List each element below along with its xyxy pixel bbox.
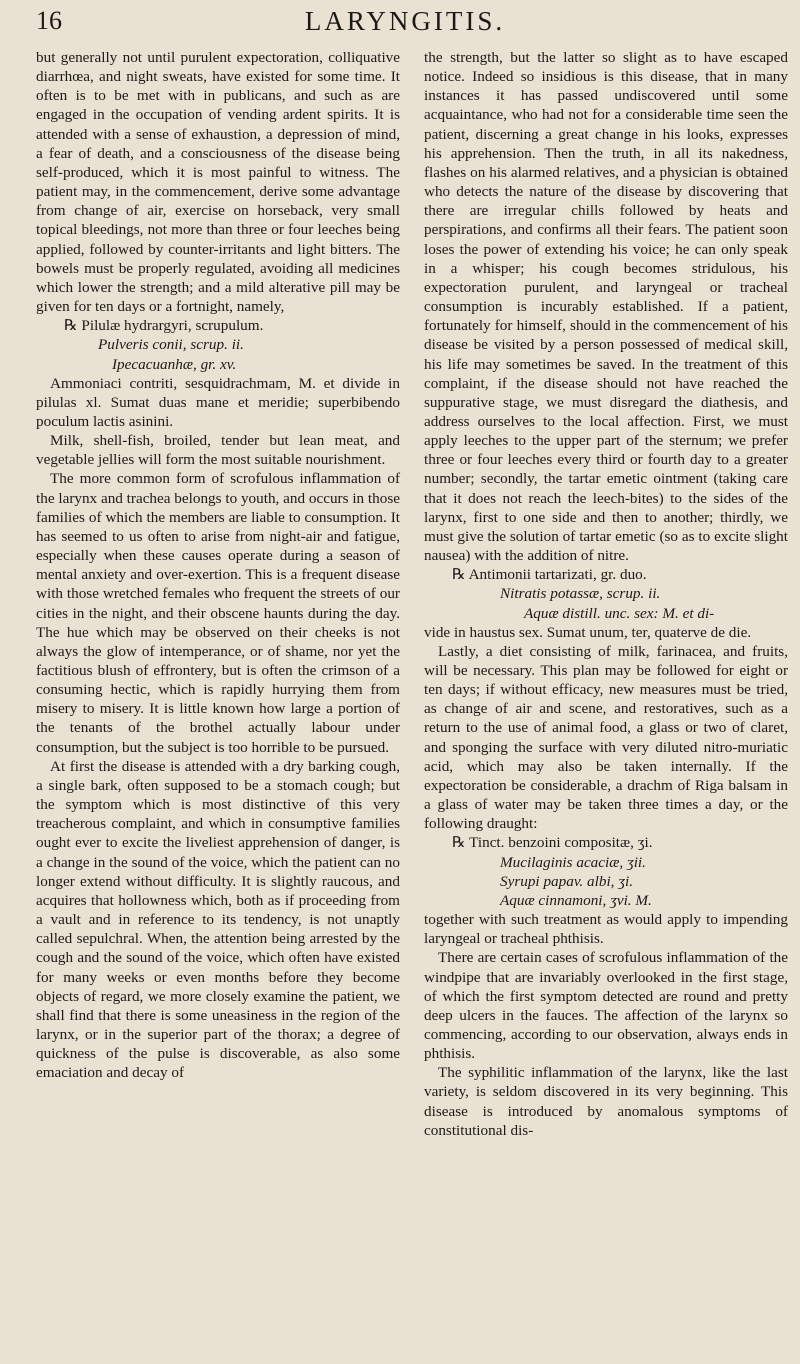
paragraph: The more common form of scrofulous inflammation of the larynx and trachea belongs to youth, and occurs in those families of which the members are liable to consumption. It has seemed to us often to arise from night-air and fatigue, especially when these causes operate during a season of mental anxiety and over-exertion. This is a frequent disease with those wretched females who frequent the streets of our cities in the night, and their obscene haunts during the day. The hue which may be observed on their cheeks is not always the glow of intemperance, or of shame, nor yet the factitious blush of effrontery, but is often the crimson of a consuming hectic, which is rapidly hurrying them from misery to misery. It is little known how large a portion of the tenants of the brothel actually labour under consumption, but the subject is too horrible to be pursued. — [36, 470, 400, 756]
right-column — [424, 48, 788, 1140]
paragraph: The syphilitic inflammation of the larynx, like the last variety, is seldom discovered in its very beginning. This disease is introduced by anomalous symptoms of constitutional dis- — [424, 1064, 788, 1139]
prescription-line: ℞ Pilulæ hydrargyri, scrupulum. — [64, 317, 264, 335]
paragraph: the strength, but the latter so slight as to have escaped notice. Indeed so insidious is this disease, that in many instances it has passed undiscovered until some acquaintance, who had not for a considerable time seen the patient, discerning a great change in his looks, expresses his apprehension. Then the truth, in all its nakedness, flashes on his alarmed relatives, and a physician is obtained who detects the nature of the disease by discovering that there are irregular chills followed by heats and perspirations, and confirms all their fears. The patient soon loses the power of extending his voice; he can only speak in a whisper; his cough becomes stridulous, his expectoration purulent, and laryngeal or tracheal consumption is incurably established. If a patient, fortunately for himself, should in the commencement of his disease be visited by a person possessed of medical skill, his life may sometimes be saved. In the treatment of this complaint, if the disease should not have reached the suppurative stage, we must disregard the diathesis, and address ourselves to the local affection. First, we must apply leeches to the upper part of the sternum; we prefer three or four leeches every third or fourth day to a greater number; secondly, the tartar emetic ointment (taking care that it does not reach the leech-bites) to the sides of the larynx, first to one side and then to another; thirdly, we must give the solution of tartar emetic (so as to excite slight nausea) with the addition of nitre. — [424, 49, 788, 565]
page-number: 16 — [36, 6, 62, 35]
prescription-line: Aquæ cinnamoni, ʒvi. M. — [500, 891, 652, 909]
paragraph: but generally not until purulent expectoration, colliquative diarrhœa, and night sweats, have existed for some time. It often is to be met with in publicans, and such as are engaged in the occupation of vending ardent spirits. It is attended with a sense of exhaustion, a depression of mind, a fear of death, and a consciousness of the disease being self-produced, which it is most painful to witness. The patient may, in the commencement, derive some advantage from change of air, exercise on horseback, very small topical bleedings, not more than three or four leeches being applied, followed by counter-irritants and light bitters. The bowels must be properly regulated, avoiding all medicines which lower the strength; and a mild alterative pill may be given for ten days or a fortnight, namely, — [36, 49, 400, 316]
prescription-line: Nitratis potassæ, scrup. ii. — [500, 585, 661, 603]
left-column — [36, 48, 400, 1140]
paragraph: There are certain cases of scrofulous inflammation of the windpipe that are invariably overlooked in the first stage, of which the first symptom detected are round and pretty deep ulcers in the fauces. The affection of the larynx so commencing, according to our observation, always ends in phthisis. — [424, 949, 788, 1063]
paragraph: together with such treatment as would apply to impending laryngeal or tracheal phthisis. — [424, 911, 788, 948]
page-header — [36, 6, 774, 46]
paragraph: At first the disease is attended with a dry barking cough, a single bark, often supposed to be a stomach cough; but the symptom which is most distinctive of this very treacherous complaint, and which in consumptive families ought ever to excite the liveliest apprehension of danger, is a change in the sound of the voice, which the patient can no longer extend without difficulty. It is slightly raucous, and acquires that hollowness which, both as if proceeding from a vault and in reference to its tendency, is not unaptly called sepulchral. When, the attention being arrested by the cough and the sound of the voice, which often have existed for many weeks or even months before they become objects of regard, we more closely examine the patient, we shall find that there is some uneasiness in the region of the larynx, or in the superior part of the thorax; a degree of quickness of the pulse is discoverable, as also some emaciation and decay of — [36, 757, 400, 1082]
prescription-line: ℞ Tinct. benzoini compositæ, ʒi. — [452, 834, 653, 852]
paragraph: Milk, shell-fish, broiled, tender but lean meat, and vegetable jellies will form the most suitable nourishment. — [36, 432, 400, 469]
prescription-line: ℞ Antimonii tartarizati, gr. duo. — [452, 566, 647, 584]
text-columns — [36, 48, 788, 1140]
prescription-line: Pulveris conii, scrup. ii. — [98, 336, 244, 354]
prescription-line: Mucilaginis acaciæ, ʒii. — [500, 853, 646, 871]
paragraph: Lastly, a diet consisting of milk, farinacea, and fruits, will be necessary. This plan may be followed for eight or ten days; if without efficacy, new measures must be tried, as change of air and scene, and restoratives, such as a return to the use of animal food, a glass or two of claret, and sponging the surface with very diluted nitro-muriatic acid, which may also be taken internally. If the expectoration be considerable, a drachm of Riga balsam in a glass of water may be taken three times a day, or the following draught: — [424, 642, 788, 833]
prescription-line: Syrupi papav. albi, ʒi. — [500, 872, 634, 890]
running-title: LARYNGITIS. — [304, 6, 506, 36]
prescription-line: Ipecacuanhæ, gr. xv. — [112, 355, 237, 373]
paragraph: vide in haustus sex. Sumat unum, ter, quaterve de die. — [424, 623, 752, 641]
prescription-line: Aquæ distill. unc. sex: M. et di- — [524, 604, 715, 622]
paragraph: Ammoniaci contriti, sesquidrachmam, M. et divide in pilulas xl. Sumat duas mane et meridie; superbibendo poculum lactis asinini. — [36, 374, 400, 430]
